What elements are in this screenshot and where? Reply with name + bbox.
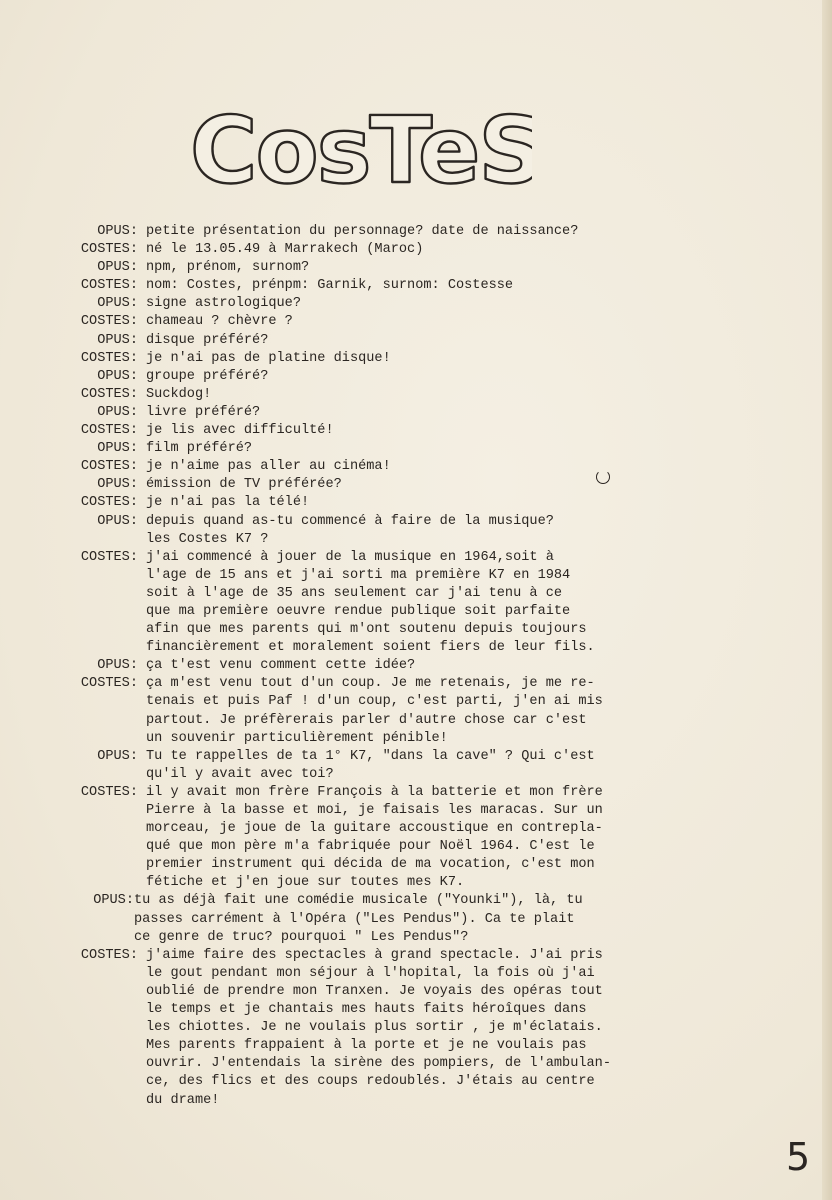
speaker-label: COSTES: [80,242,138,258]
speaker-label: OPUS: [97,224,138,239]
text-line: ça t'est venu comment cette idée? [146,658,416,674]
text-line: tenais et puis Paf ! d'un coup, c'est parti, j'en ai mis [146,694,603,710]
text-line: signe astrologique? [146,296,301,312]
text-line: du drame! [146,1092,220,1108]
dialog-text [146,422,662,440]
text-line: ça m'est venu tout d'un coup. Je me retenais, je me re- [146,676,595,692]
dialog-entry [62,277,662,295]
dialog-text [146,350,662,368]
dialog-text [146,675,662,747]
dialog-entry [62,675,662,747]
text-line: il y avait mon frère François à la batterie et mon frère [146,784,603,800]
text-line: petite présentation du personnage? date de naissance? [146,224,579,239]
text-line: oublié de prendre mon Tranxen. Je voyais des opéras tout [146,983,603,999]
dialog-entry [62,513,662,549]
text-line: financièrement et moralement soient fiers de leur fils. [146,640,595,656]
text-line: qu'il y avait avec toi? [146,766,334,782]
dialog-entry [62,241,662,259]
text-line: j'aime faire des spectacles à grand spectacle. J'ai pris [146,947,603,963]
dialog-text [146,513,662,549]
dialog-text [146,241,662,259]
speaker-label: OPUS: [97,441,138,457]
text-line: né le 13.05.49 à Marrakech (Maroc) [146,242,424,258]
text-line: le temps et je chantais mes hauts faits héroîques dans [146,1002,587,1018]
dialog-text [146,458,662,476]
speaker-label: OPUS: [97,513,138,529]
dialog-entry [62,549,662,658]
dialog-entry [62,892,662,946]
text-line: livre préféré? [146,404,261,420]
dialog-entry [62,350,662,368]
text-line: j'ai commencé à jouer de la musique en 1964,soit à [146,549,554,565]
speaker-label: COSTES: [80,423,138,439]
speaker-label: COSTES: [80,947,138,963]
text-line: premier instrument qui décida de ma vocation, c'est mon [146,857,595,873]
dialog-entry [62,947,662,1110]
text-line: morceau, je joue de la guitare accoustique en contrepla- [146,821,603,837]
dialog-text [146,549,662,658]
speaker-label: COSTES: [80,784,138,800]
speaker-label: OPUS: [97,404,138,420]
speaker-label: COSTES: [80,459,138,475]
text-line: je n'ai pas la télé! [146,495,310,511]
text-line: ouvrir. J'entendais la sirène des pompiers, de l'ambulan- [146,1056,611,1072]
text-line: Tu te rappelles de ta 1° K7, "dans la cave" ? Qui c'est [146,748,595,764]
dialog-entry [62,476,662,494]
dialog-entry [62,259,662,277]
dialog-entry [62,386,662,404]
speaker-label: OPUS: [97,260,138,276]
dialog-text [146,494,662,512]
text-line: que ma première oeuvre rendue publique soit parfaite [146,603,571,619]
text-line: l'age de 15 ans et j'ai sorti ma première K7 en 1984 [146,567,571,583]
dialog-entry [62,404,662,422]
text-line: disque préféré? [146,332,269,348]
dialog-entry [62,422,662,440]
text-line: npm, prénom, surnom? [146,260,310,276]
dialog-entry [62,494,662,512]
dialog-text [146,657,662,675]
speaker-label: OPUS: [97,332,138,348]
dialog-entry [62,657,662,675]
dialog-text [146,404,662,422]
dialog-entry [62,223,662,241]
speaker-label: COSTES: [80,278,138,294]
dialog-text [146,784,662,893]
page-edge [822,0,832,1200]
text-line: nom: Costes, prénpm: Garnik, surnom: Costesse [146,278,514,294]
speaker-label: COSTES: [80,350,138,366]
dialog-text [146,332,662,350]
text-line: fétiche et j'en joue sur toutes mes K7. [146,875,465,891]
dialog-entry [62,784,662,893]
text-line: afin que mes parents qui m'ont soutenu depuis toujours [146,622,587,638]
text-line: film préféré? [146,441,253,457]
text-line: groupe préféré? [146,368,269,384]
dialog-text [146,748,662,784]
dialog-entry [62,748,662,784]
text-line: je lis avec difficulté! [146,423,334,439]
speaker-label: COSTES: [80,549,138,565]
text-line: Mes parents frappaient à la porte et je ne voulais pas [146,1038,587,1054]
speaker-label: OPUS: [97,748,138,764]
text-line: les chiottes. Je ne voulais plus sortir , je m'éclatais. [146,1020,603,1036]
dialog-text [146,313,662,331]
speaker-label: OPUS: [97,296,138,312]
costes-logo-lettering [186,90,532,200]
text-line: passes carrément à l'Opéra ("Les Pendus"). Ca te plait [134,911,575,927]
speaker-label: OPUS: [93,893,134,909]
dialog-text [146,476,662,494]
text-line: je n'aime pas aller au cinéma! [146,459,391,475]
dialog-text [146,295,662,313]
dialog-entry [62,313,662,331]
speaker-label: COSTES: [80,314,138,330]
text-line: depuis quand as-tu commencé à faire de la musique? [146,513,554,529]
circle-mark [596,470,610,484]
dialog-text [146,259,662,277]
text-line: Pierre à la basse et moi, je faisais les maracas. Sur un [146,803,603,818]
dialog-text [146,386,662,404]
speaker-label: COSTES: [80,676,138,692]
text-line: tu as déjà fait une comédie musicale ("Younki"), là, tu [134,893,583,909]
text-line: le gout pendant mon séjour à l'hopital, la fois où j'ai [146,965,595,981]
text-line: les Costes K7 ? [146,531,269,547]
dialog-entry [62,332,662,350]
dialog-text [146,223,662,241]
dialog-text [146,277,662,295]
text-line: chameau ? chèvre ? [146,314,293,330]
text-line: un souvenir particulièrement pénible! [146,730,448,746]
text-line: qué que mon père m'a fabriquée pour Noël 1964. C'est le [146,839,595,855]
speaker-label: OPUS: [97,477,138,493]
speaker-label: COSTES: [80,495,138,511]
speaker-label: COSTES: [80,386,138,402]
text-line: ce, des flics et des coups redoublés. J'étais au centre [146,1074,595,1090]
text-line: émission de TV préférée? [146,477,342,493]
dialog-entry [62,440,662,458]
dialog-entry [62,458,662,476]
dialog-entry [62,295,662,313]
speaker-label: OPUS: [97,658,138,674]
text-line: Suckdog! [146,386,212,402]
page-title: CosTeS [190,97,532,200]
costes-logo [186,90,532,200]
dialog-text [146,440,662,458]
text-line: soit à l'age de 35 ans seulement car j'ai tenu à ce [146,585,563,601]
interview-dialog [62,223,662,1110]
text-line: partout. Je préfèrerais parler d'autre chose car c'est [146,712,587,728]
speaker-label: OPUS: [97,368,138,384]
page-number: 5 [786,1135,811,1179]
dialog-entry [62,368,662,386]
text-line: ce genre de truc? pourquoi " Les Pendus"? [134,929,469,945]
dialog-text [146,947,662,1110]
text-line: je n'ai pas de platine disque! [146,350,391,366]
dialog-text [134,892,662,946]
dialog-text [146,368,662,386]
